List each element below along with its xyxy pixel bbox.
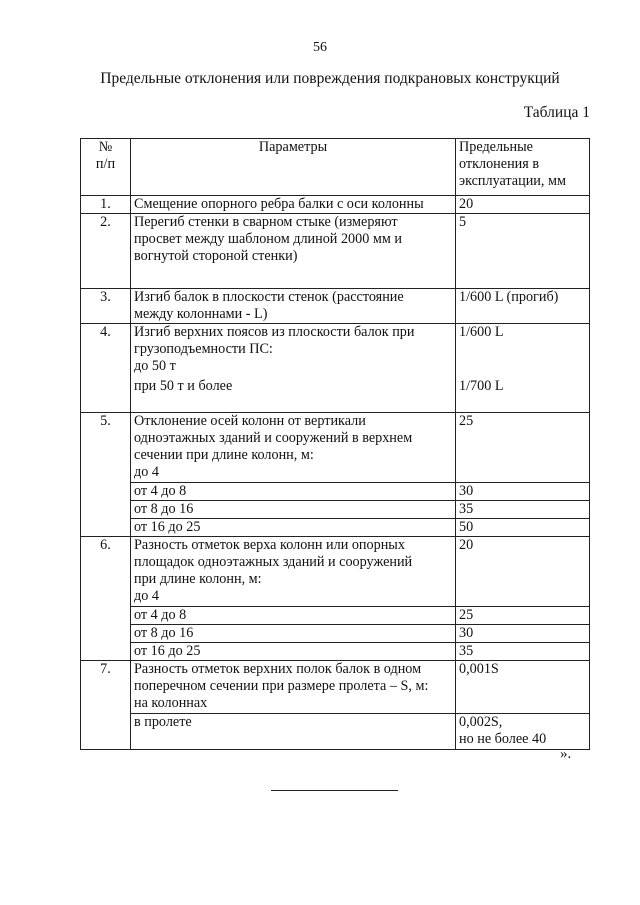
table-row bbox=[81, 214, 590, 289]
param-cell: от 16 до 25 bbox=[131, 643, 456, 661]
param-line: Разность отметок верха колонн или опорных bbox=[134, 537, 405, 553]
value-cell: 0,001S bbox=[456, 661, 590, 714]
value-line: 0,002S, bbox=[459, 714, 503, 730]
param-line: грузоподъемности ПС: bbox=[134, 341, 273, 357]
param-cell: в пролете bbox=[131, 714, 456, 750]
footer-rule-line bbox=[271, 790, 398, 791]
table-row bbox=[81, 289, 590, 324]
param-cell bbox=[131, 661, 456, 714]
table-row bbox=[81, 537, 590, 607]
header-limit-line: Предельные bbox=[459, 139, 533, 155]
row-number: 3. bbox=[81, 289, 131, 324]
table-row bbox=[81, 661, 590, 714]
value-cell: 30 bbox=[456, 483, 590, 501]
table-row bbox=[81, 413, 590, 483]
value-cell: 1/600 L (прогиб) bbox=[456, 289, 590, 324]
value-cell bbox=[456, 714, 590, 750]
table-subrow bbox=[81, 607, 590, 625]
param-line: при длине колонн, м: bbox=[134, 571, 262, 587]
document-title: Предельные отклонения или повреждения подкрановых конструкций bbox=[100, 70, 560, 87]
header-params-cell: Параметры bbox=[131, 139, 456, 196]
param-line: одноэтажных зданий и сооружений в верхнем bbox=[134, 430, 413, 446]
page-number: 56 bbox=[313, 40, 327, 55]
param-line: Изгиб верхних поясов из плоскости балок при bbox=[134, 324, 415, 340]
param-line: Перегиб стенки в сварном стыке (измеряют bbox=[134, 214, 398, 230]
value-cell: 20 bbox=[456, 537, 590, 607]
param-cell bbox=[131, 214, 456, 289]
param-cell bbox=[131, 324, 456, 378]
header-num-line: п/п bbox=[95, 156, 116, 172]
value-cell: 20 bbox=[456, 196, 590, 214]
param-cell: от 16 до 25 bbox=[131, 519, 456, 537]
param-cell: от 4 до 8 bbox=[131, 483, 456, 501]
table-subrow bbox=[81, 643, 590, 661]
deviation-table bbox=[80, 138, 590, 750]
param-line: Отклонение осей колонн от вертикали bbox=[134, 413, 366, 429]
param-cell bbox=[131, 413, 456, 483]
value-cell: 5 bbox=[456, 214, 590, 289]
param-line: просвет между шаблоном длиной 2000 мм и bbox=[134, 231, 402, 247]
row-number: 2. bbox=[81, 214, 131, 289]
table-header-row bbox=[81, 139, 590, 196]
param-cell bbox=[131, 537, 456, 607]
header-limit-line: эксплуатации, мм bbox=[459, 173, 566, 189]
header-num-line: № bbox=[98, 139, 113, 155]
value-cell: 25 bbox=[456, 413, 590, 483]
value-cell: 1/700 L bbox=[456, 378, 590, 413]
param-cell: при 50 т и более bbox=[131, 378, 456, 413]
table-subrow bbox=[81, 378, 590, 413]
row-number: 1. bbox=[81, 196, 131, 214]
param-line: между колоннами - L) bbox=[134, 306, 268, 322]
value-cell: 25 bbox=[456, 607, 590, 625]
header-num-cell bbox=[81, 139, 131, 196]
header-limit-cell bbox=[456, 139, 590, 196]
param-line: площадок одноэтажных зданий и сооружений bbox=[134, 554, 413, 570]
param-line: Разность отметок верхних полок балок в одном bbox=[134, 661, 422, 677]
param-line: до 4 bbox=[134, 588, 159, 604]
row-number: 5. bbox=[81, 413, 131, 537]
param-line: Изгиб балок в плоскости стенок (расстояние bbox=[134, 289, 404, 305]
row-number: 4. bbox=[81, 324, 131, 413]
value-cell: 1/600 L bbox=[456, 324, 590, 378]
param-line: на колоннах bbox=[134, 695, 208, 711]
param-cell bbox=[131, 289, 456, 324]
table-subrow bbox=[81, 519, 590, 537]
table-subrow bbox=[81, 714, 590, 750]
param-cell: от 8 до 16 bbox=[131, 625, 456, 643]
value-cell: 30 bbox=[456, 625, 590, 643]
value-cell: 35 bbox=[456, 501, 590, 519]
param-cell: от 4 до 8 bbox=[131, 607, 456, 625]
value-line: но не более 40 bbox=[459, 731, 547, 747]
param-line: вогнутой стороной стенки) bbox=[134, 248, 298, 264]
value-cell: 50 bbox=[456, 519, 590, 537]
table-subrow bbox=[81, 625, 590, 643]
table-label: Таблица 1 bbox=[523, 104, 590, 121]
param-line: поперечном сечении при размере пролета – S, м: bbox=[134, 678, 429, 694]
row-number: 7. bbox=[81, 661, 131, 750]
table-subrow bbox=[81, 483, 590, 501]
table-row bbox=[81, 196, 590, 214]
table-row bbox=[81, 324, 590, 378]
header-limit-line: отклонения в bbox=[459, 156, 540, 172]
value-cell: 35 bbox=[456, 643, 590, 661]
param-line: до 50 т bbox=[134, 358, 176, 374]
table-subrow bbox=[81, 501, 590, 519]
param-cell: Смещение опорного ребра балки с оси колонны bbox=[131, 196, 456, 214]
closing-quote-mark: ». bbox=[560, 746, 572, 762]
param-line: до 4 bbox=[134, 464, 159, 480]
row-number: 6. bbox=[81, 537, 131, 661]
param-cell: от 8 до 16 bbox=[131, 501, 456, 519]
param-line: сечении при длине колонн, м: bbox=[134, 447, 314, 463]
